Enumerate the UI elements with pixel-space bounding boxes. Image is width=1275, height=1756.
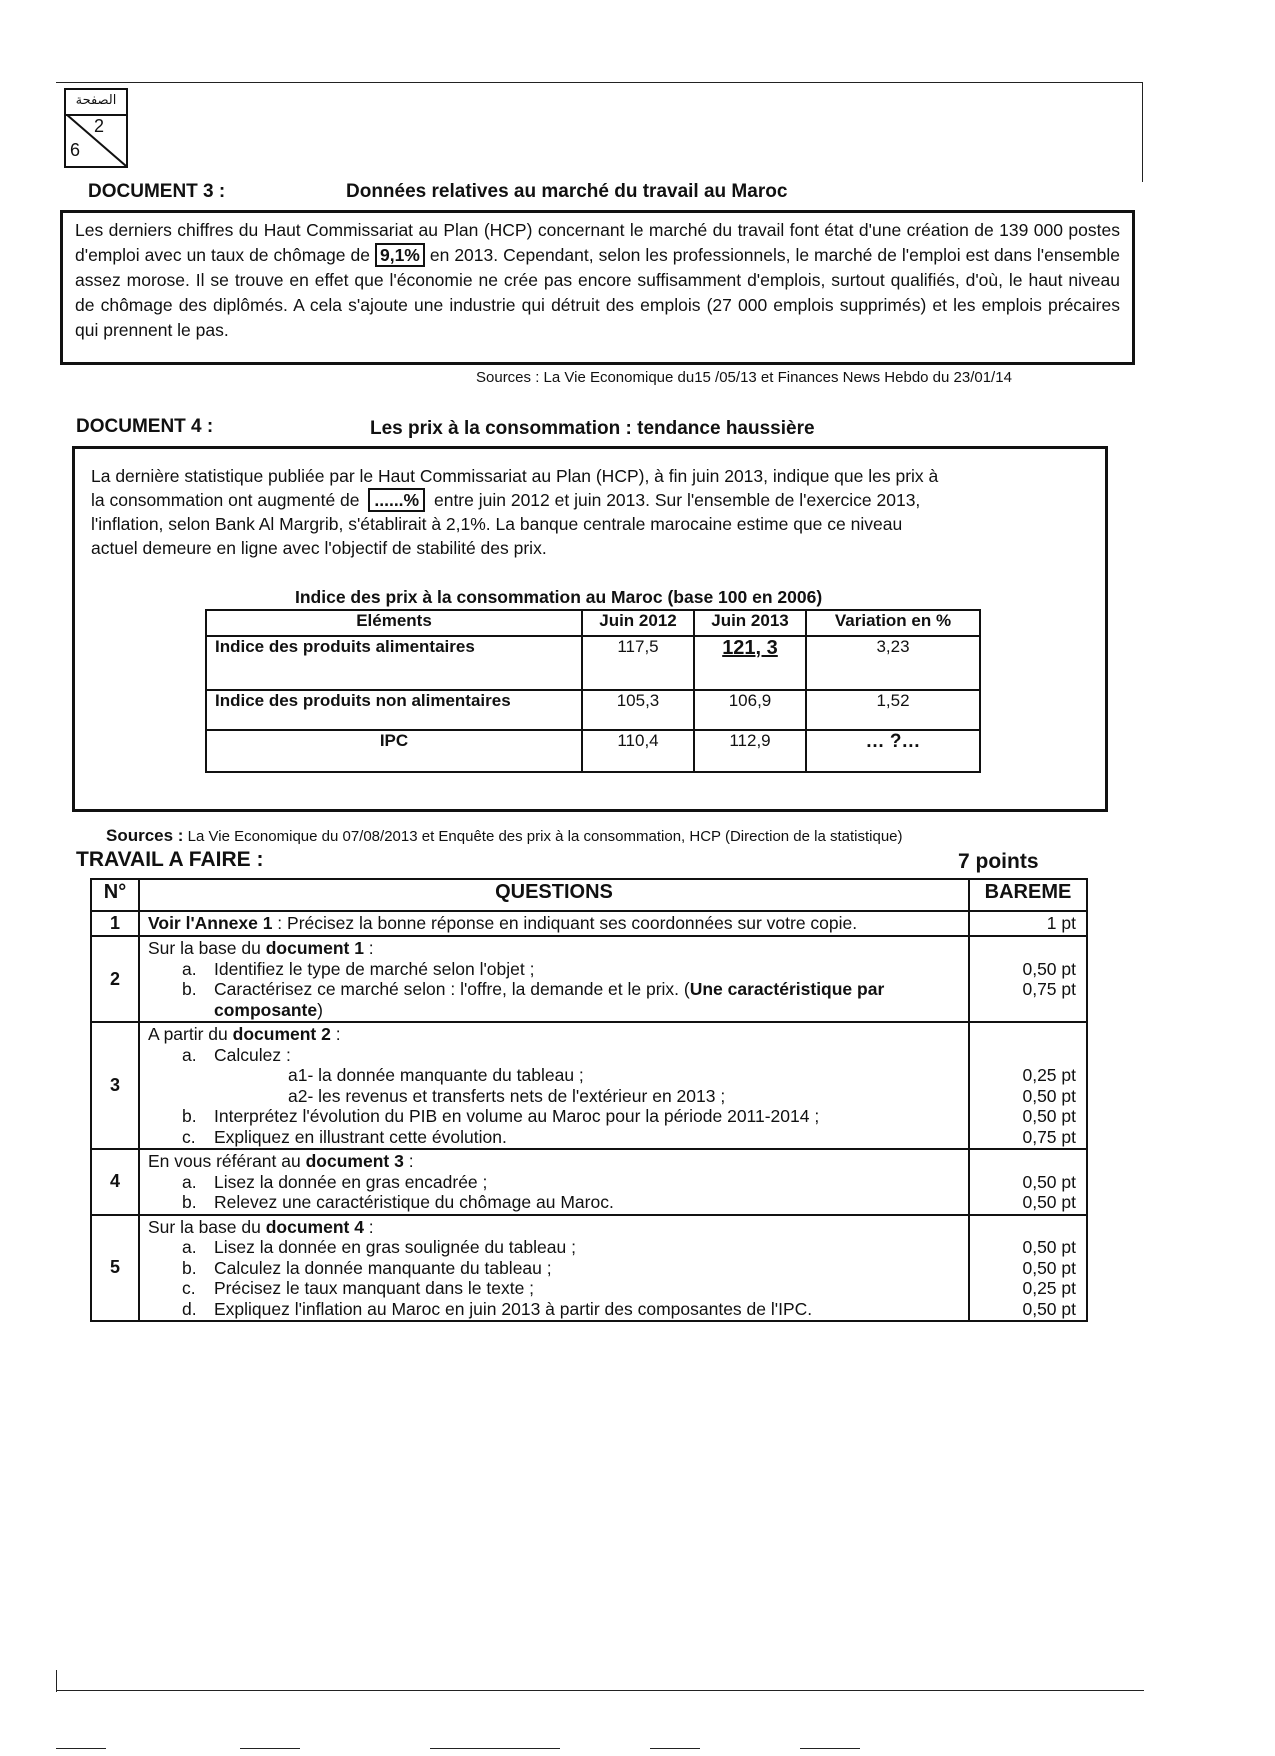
page-current: 2 <box>94 116 105 136</box>
scan-dash <box>800 1748 860 1749</box>
travail-title: TRAVAIL A FAIRE : <box>76 848 264 871</box>
ipc-value-2012: 105,3 <box>582 690 694 730</box>
q5-pts-a: 0,50 pt <box>1022 1237 1076 1257</box>
q3-doc-ref: document 2 <box>232 1024 331 1044</box>
page-number-box <box>64 88 128 168</box>
doc4-line-2 <box>91 488 1091 512</box>
q2-letter-a: a. <box>182 958 197 979</box>
doc4-line-4: actuel demeure en ligne avec l'objectif de stabilité des prix. <box>91 538 547 558</box>
doc4-line-2b: entre juin 2012 et juin 2013. Sur l'ensemble de l'exercice 2013, <box>433 490 921 510</box>
q5-pts-b: 0,50 pt <box>1022 1257 1076 1278</box>
q5-c-text: Précisez le taux manquant dans le texte ; <box>214 1278 535 1298</box>
doc4-sources <box>106 826 903 846</box>
q3-a1: a1- la donnée manquante du tableau ; <box>288 1065 584 1085</box>
ipc-value-2012: 117,5 <box>582 636 694 690</box>
doc3-paragraph <box>75 218 1120 343</box>
q2-b-end: ) <box>317 999 323 1020</box>
question-points: 1 pt <box>969 911 1087 936</box>
page-total: 6 <box>70 140 81 160</box>
questions-table <box>90 878 1088 1322</box>
question-points <box>969 936 1087 1022</box>
q2-pts-b: 0,75 pt <box>1022 979 1076 999</box>
q3-b-text: Interprétez l'évolution du PIB en volume au Maroc pour la période 2011-2014 ; <box>214 1106 820 1126</box>
q5-intro: Sur la base du <box>148 1216 266 1237</box>
q1-text: : Précisez la bonne réponse en indiquant ses coordonnées sur votre copie. <box>272 913 858 933</box>
q3-a-text: Calculez : <box>214 1044 291 1065</box>
q4-letter-b: b. <box>182 1192 197 1212</box>
question-text <box>139 1022 969 1149</box>
doc4-title: Les prix à la consommation : tendance haussière <box>370 418 815 439</box>
ipc-row-label: IPC <box>206 730 582 772</box>
doc4-box <box>72 446 1108 812</box>
question-row-2 <box>91 936 1087 1022</box>
doc3-sources: Sources : La Vie Economique du15 /05/13 et Finances News Hebdo du 23/01/14 <box>476 369 1012 386</box>
q5-letter-d: d. <box>182 1298 197 1319</box>
ipc-value-2013: 112,9 <box>694 730 806 772</box>
q3-pts-c: 0,75 pt <box>1022 1126 1076 1147</box>
question-number: 2 <box>91 936 139 1022</box>
travail-points: 7 points <box>958 850 1039 873</box>
q1-bold: Voir l'Annexe 1 <box>148 913 273 933</box>
ipc-header-2013: Juin 2013 <box>694 610 806 636</box>
scan-dash <box>56 1748 106 1749</box>
q5-letter-b: b. <box>182 1257 197 1278</box>
doc4-line-2a: la consommation ont augmenté de <box>91 490 360 510</box>
frame-top <box>56 82 1142 83</box>
doc3-highlight-rate: 9,1% <box>375 243 425 267</box>
question-text <box>139 1215 969 1322</box>
question-number: 3 <box>91 1022 139 1149</box>
q3-letter-c: c. <box>182 1126 196 1147</box>
question-row-3 <box>91 1022 1087 1149</box>
ipc-value-variation: 1,52 <box>806 690 980 730</box>
q5-pts-d: 0,50 pt <box>1022 1298 1076 1319</box>
doc4-paragraph <box>91 464 1091 560</box>
q4-pts-a: 0,50 pt <box>1022 1171 1076 1192</box>
ipc-row-label: Indice des produits non alimentaires <box>206 690 582 730</box>
q3-intro-end: : <box>330 1024 341 1044</box>
page-arabic-label: الصفحة <box>66 90 126 116</box>
q5-doc-ref: document 4 <box>265 1216 364 1237</box>
question-row-5 <box>91 1215 1087 1322</box>
q4-letter-a: a. <box>182 1171 197 1192</box>
q3-pts-a1: 0,25 pt <box>1022 1065 1076 1085</box>
ipc-table <box>205 609 981 773</box>
q2-a-text: Identifiez le type de marché selon l'objet ; <box>214 958 535 979</box>
ipc-value-2013-underlined: 121, 3 <box>694 636 806 690</box>
doc3-label: DOCUMENT 3 : <box>88 181 226 202</box>
q5-letter-a: a. <box>182 1237 197 1257</box>
doc4-line-3: l'inflation, selon Bank Al Margrib, s'établirait à 2,1%. La banque centrale marocaine estime que ce niveau <box>91 514 903 534</box>
ipc-value-variation-missing: … ?… <box>806 730 980 772</box>
doc3-title: Données relatives au marché du travail au Maroc <box>346 181 788 202</box>
header-number: N° <box>91 879 139 911</box>
ipc-header-2012: Juin 2012 <box>582 610 694 636</box>
q2-doc-ref: document 1 <box>265 938 364 958</box>
doc4-blank-rate: ......% <box>368 488 425 512</box>
frame-right <box>1142 82 1143 182</box>
q4-a-text: Lisez la donnée en gras encadrée ; <box>214 1171 488 1192</box>
question-number: 5 <box>91 1215 139 1322</box>
ipc-header-variation: Variation en % <box>806 610 980 636</box>
q3-pts-a2: 0,50 pt <box>1022 1085 1076 1106</box>
ipc-value-2012: 110,4 <box>582 730 694 772</box>
question-row-4 <box>91 1149 1087 1215</box>
doc3-text-1: Les derniers chiffres du Haut Commissariat au Plan (HCP) concernant le marché du travail font état d'une création de 139 000 postes d'emploi avec un taux de chômage de <box>75 220 1120 265</box>
doc4-sources-label: Sources : <box>106 826 184 845</box>
question-text <box>139 936 969 1022</box>
ipc-value-variation: 3,23 <box>806 636 980 690</box>
scan-dash <box>430 1748 560 1749</box>
q2-b-text: Caractérisez ce marché selon : l'offre, la demande et le prix. ( <box>214 979 690 999</box>
doc4-line-1: La dernière statistique publiée par le Haut Commissariat au Plan (HCP), à fin juin 2013, indique que les prix à <box>91 466 939 486</box>
question-points <box>969 1215 1087 1322</box>
doc3-text-2: en 2013. Cependant, selon les professionnels, le marché de l'emploi est dans l'ensemble assez morose. Il se trouve en effet que l'économie ne crée pas encore suffisamment d'emplois, surtout qualifiés, d'où, le haut niveau de chômage des diplômés. A cela s'ajoute une industrie qui détruit des emplois (27 000 emplois supprimés) et les emplois précaires qui prennent le pas. <box>75 245 1120 340</box>
q3-pts-b: 0,50 pt <box>1022 1106 1076 1126</box>
ipc-value-2013: 106,9 <box>694 690 806 730</box>
header-bareme: BAREME <box>969 879 1087 911</box>
question-number: 1 <box>91 911 139 936</box>
q3-c-text: Expliquez en illustrant cette évolution. <box>214 1126 507 1147</box>
question-points <box>969 1022 1087 1149</box>
q4-doc-ref: document 3 <box>305 1151 404 1171</box>
question-row-1 <box>91 911 1087 936</box>
table-row <box>206 730 980 772</box>
q3-letter-a: a. <box>182 1044 197 1065</box>
scan-dash <box>240 1748 300 1749</box>
frame-left <box>56 1670 57 1692</box>
question-number: 4 <box>91 1149 139 1215</box>
scan-dash <box>650 1748 700 1749</box>
q5-b-text: Calculez la donnée manquante du tableau ; <box>214 1257 552 1278</box>
ipc-table-title: Indice des prix à la consommation au Maroc (base 100 en 2006) <box>295 587 823 607</box>
ipc-row-label: Indice des produits alimentaires <box>206 636 582 690</box>
q5-a-text: Lisez la donnée en gras soulignée du tableau ; <box>214 1237 576 1257</box>
q3-intro: A partir du <box>148 1024 233 1044</box>
q2-pts-a: 0,50 pt <box>1022 958 1076 979</box>
ipc-header-elements: Eléments <box>206 610 582 636</box>
doc4-sources-text: La Vie Economique du 07/08/2013 et Enquête des prix à la consommation, HCP (Direction de la statistique) <box>187 828 903 845</box>
question-points <box>969 1149 1087 1215</box>
q3-a2: a2- les revenus et transferts nets de l'extérieur en 2013 ; <box>288 1085 726 1106</box>
ipc-header-row <box>206 610 980 636</box>
q3-letter-b: b. <box>182 1106 197 1126</box>
doc3-box <box>60 210 1135 365</box>
q2-letter-b: b. <box>182 979 197 999</box>
q4-intro: En vous référant au <box>148 1151 306 1171</box>
table-row <box>206 636 980 690</box>
q4-pts-b: 0,50 pt <box>1022 1192 1076 1212</box>
question-text <box>139 911 969 936</box>
header-questions: QUESTIONS <box>139 879 969 911</box>
q2-intro: Sur la base du <box>148 938 266 958</box>
q4-b-text: Relevez une caractéristique du chômage au Maroc. <box>214 1192 614 1212</box>
q5-d-text: Expliquez l'inflation au Maroc en juin 2013 à partir des composantes de l'IPC. <box>214 1298 813 1319</box>
q4-intro-end: : <box>403 1151 414 1171</box>
q5-pts-c: 0,25 pt <box>1022 1278 1076 1298</box>
q2-b-bold: Une caractéristique par composante <box>214 979 885 1020</box>
frame-bottom <box>56 1690 1144 1691</box>
questions-header-row <box>91 879 1087 911</box>
table-row <box>206 690 980 730</box>
doc4-label: DOCUMENT 4 : <box>76 416 214 437</box>
question-text <box>139 1149 969 1215</box>
q2-intro-end: : <box>363 938 374 958</box>
q5-letter-c: c. <box>182 1278 196 1298</box>
q5-intro-end: : <box>363 1216 374 1237</box>
